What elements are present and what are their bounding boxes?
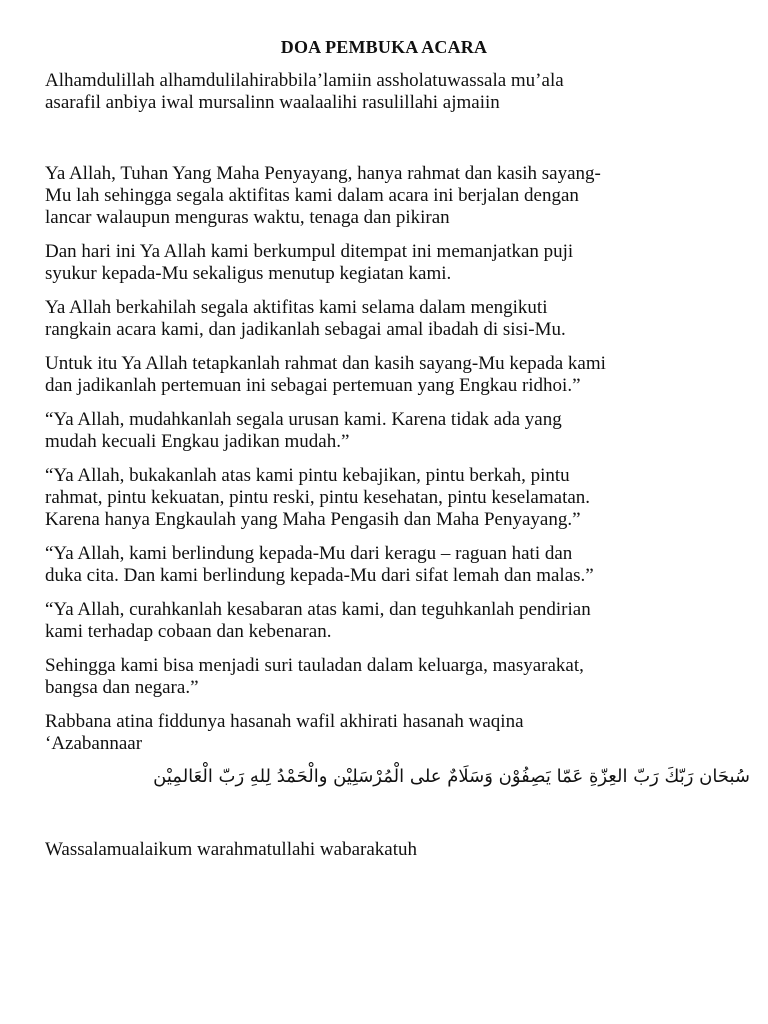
text-line: rahmat, pintu kekuatan, pintu reski, pintu kesehatan, pintu keselamatan.	[45, 487, 591, 508]
paragraph	[45, 655, 735, 699]
text-line: syukur kepada-Mu sekaligus menutup kegiatan kami.	[45, 263, 452, 284]
paragraph	[45, 353, 735, 397]
paragraph	[45, 163, 735, 229]
document-title: DOA PEMBUKA ACARA	[280, 37, 488, 57]
paragraph	[45, 543, 735, 587]
text-line: Ya Allah, Tuhan Yang Maha Penyayang, hanya rahmat dan kasih sayang-	[45, 163, 601, 184]
text-line: mudah kecuali Engkau jadikan mudah.”	[45, 431, 350, 452]
closing-salutation	[45, 839, 735, 861]
text-line: “Ya Allah, curahkanlah kesabaran atas kami, dan teguhkanlah pendirian	[45, 599, 591, 620]
text-line: Rabbana atina fiddunya hasanah wafil akhirati hasanah waqina	[45, 711, 524, 732]
text-line: Mu lah sehingga segala aktifitas kami dalam acara ini berjalan dengan	[45, 185, 579, 206]
paragraph	[45, 465, 735, 531]
paragraph	[45, 241, 735, 285]
text-line: Alhamdulillah alhamdulilahirabbila’lamiin assholatuwassala mu’ala	[45, 70, 564, 91]
text-line: ‘Azabannaar	[45, 733, 143, 754]
text-line: Karena hanya Engkaulah yang Maha Pengasih dan Maha Penyayang.”	[45, 509, 581, 530]
text-line: “Ya Allah, bukakanlah atas kami pintu kebajikan, pintu berkah, pintu	[45, 465, 570, 486]
arabic-verse: سُبحَان رَبّكَ رَبّ العِزّةِ عَمّا يَصِفُوْن وَسَلَامٌ على الْمُرْسَلِيْن والْحَمْدُ لِلهِ رَبّ الْعَالمِيْن	[153, 766, 750, 787]
text-line: asarafil anbiya iwal mursalinn waalaalihi rasulillahi ajmaiin	[45, 92, 500, 113]
text-line: lancar walaupun menguras waktu, tenaga dan pikiran	[45, 207, 450, 228]
paragraph	[45, 599, 735, 643]
text-line: “Ya Allah, kami berlindung kepada-Mu dari keragu – raguan hati dan	[45, 543, 573, 564]
text-line: Untuk itu Ya Allah tetapkanlah rahmat dan kasih sayang-Mu kepada kami	[45, 353, 606, 374]
opening-salutation	[45, 70, 735, 114]
text-line: kami terhadap cobaan dan kebenaran.	[45, 621, 332, 642]
text-line: Sehingga kami bisa menjadi suri tauladan dalam keluarga, masyarakat,	[45, 655, 584, 676]
paragraph	[45, 711, 735, 755]
text-line: Ya Allah berkahilah segala aktifitas kami selama dalam mengikuti	[45, 297, 548, 318]
paragraph	[45, 409, 735, 453]
text-line: Dan hari ini Ya Allah kami berkumpul ditempat ini memanjatkan puji	[45, 241, 574, 262]
text-line: “Ya Allah, mudahkanlah segala urusan kami. Karena tidak ada yang	[45, 409, 562, 430]
text-line: bangsa dan negara.”	[45, 677, 199, 698]
paragraph	[45, 297, 735, 341]
text-line: dan jadikanlah pertemuan ini sebagai pertemuan yang Engkau ridhoi.”	[45, 375, 581, 396]
text-line: rangkain acara kami, dan jadikanlah sebagai amal ibadah di sisi-Mu.	[45, 319, 566, 340]
text-line: duka cita. Dan kami berlindung kepada-Mu dari sifat lemah dan malas.”	[45, 565, 594, 586]
text-line: Wassalamualaikum warahmatullahi wabarakatuh	[45, 839, 417, 860]
